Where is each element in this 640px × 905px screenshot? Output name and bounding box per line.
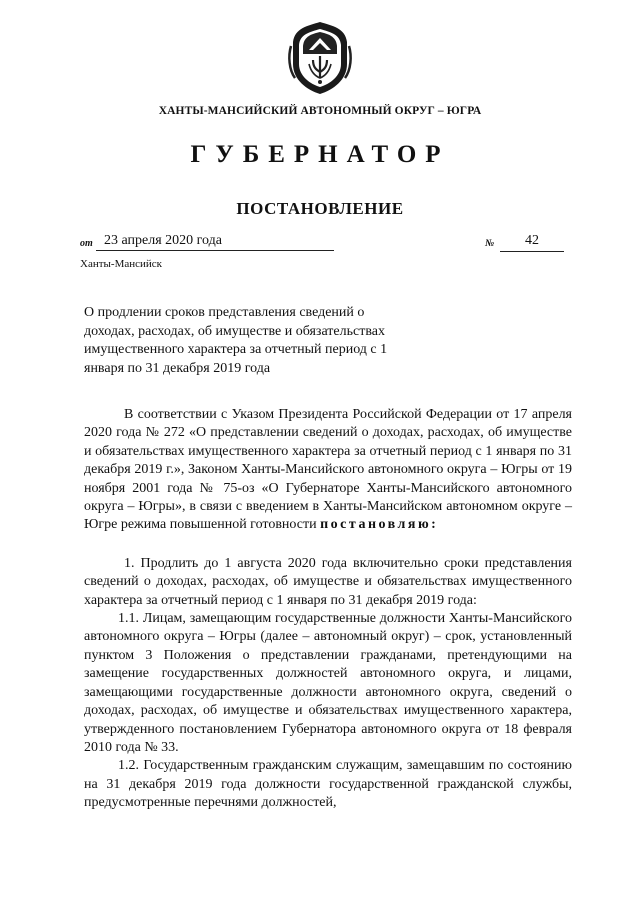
region-name: ХАНТЫ-МАНСИЙСКИЙ АВТОНОМНЫЙ ОКРУГ – ЮГРА	[158, 105, 482, 117]
date-prefix: от	[80, 238, 93, 249]
document-subject: О продлении сроков представления сведений о доходах, расходах, об имуществе и обязательствах имущественного характера за отчетный период с 1 января по 31 декабря 2019 года	[84, 305, 388, 376]
preamble-paragraph	[84, 406, 572, 535]
coat-of-arms-emblem	[287, 20, 353, 96]
number-prefix: №	[485, 238, 495, 249]
preamble-text: В соответствии с Указом Президента Российской Федерации от 17 апреля 2020 года № 272 «О представлении сведений о доходах, расходах, об имуществе и обязательствах имущественного характера за отчетный период с 1 января по 31 декабря 2019 г.», Законом Ханты-Мансийского автономного округа – Югры от 19 ноября 2001 года № 75-оз «О Губернаторе Ханты-Мансийского автономного округа – Югры», в связи с введением в Ханты-Мансийском автономном округе – Югре режима повышенной готовности	[84, 407, 572, 533]
document-body	[84, 406, 572, 813]
date-number-row	[80, 232, 570, 260]
resolve-word: постановляю:	[320, 517, 439, 533]
clause-1-1: 1.1. Лицам, замещающим государственные должности Ханты-Мансийского автономного округа – Югры (далее – автономный округ) – срок, установленный пунктом 3 Положения о представлении гражданами, претендующими на замещение государственных должностей автономного округа, и лицами, замещающими государственные должности автономного округа, сведений о доходах, расходах, об имуществе и обязательствах имущественного характера, утвержденного постановлением Губернатора автономного округа от 18 февраля 2010 года № 33.	[84, 611, 572, 755]
issue-city: Ханты-Мансийск	[80, 258, 163, 270]
document-type: ПОСТАНОВЛЕНИЕ	[236, 199, 404, 218]
document-date: 23 апреля 2020 года	[96, 232, 334, 251]
clause-1-2: 1.2. Государственным гражданским служащим, замещавшим по состоянию на 31 декабря 2019 года должности государственной гражданской службы, предусмотренные перечнями должностей,	[84, 758, 572, 811]
document-number: 42	[500, 232, 564, 252]
issuer-title: ГУБЕРНАТОР	[190, 141, 450, 168]
clause-1: 1. Продлить до 1 августа 2020 года включительно сроки представления сведений о доходах, расходах, об имуществе и обязательствах имущественного характера за отчетный период с 1 января по 31 декабря 2019 года:	[84, 555, 572, 608]
